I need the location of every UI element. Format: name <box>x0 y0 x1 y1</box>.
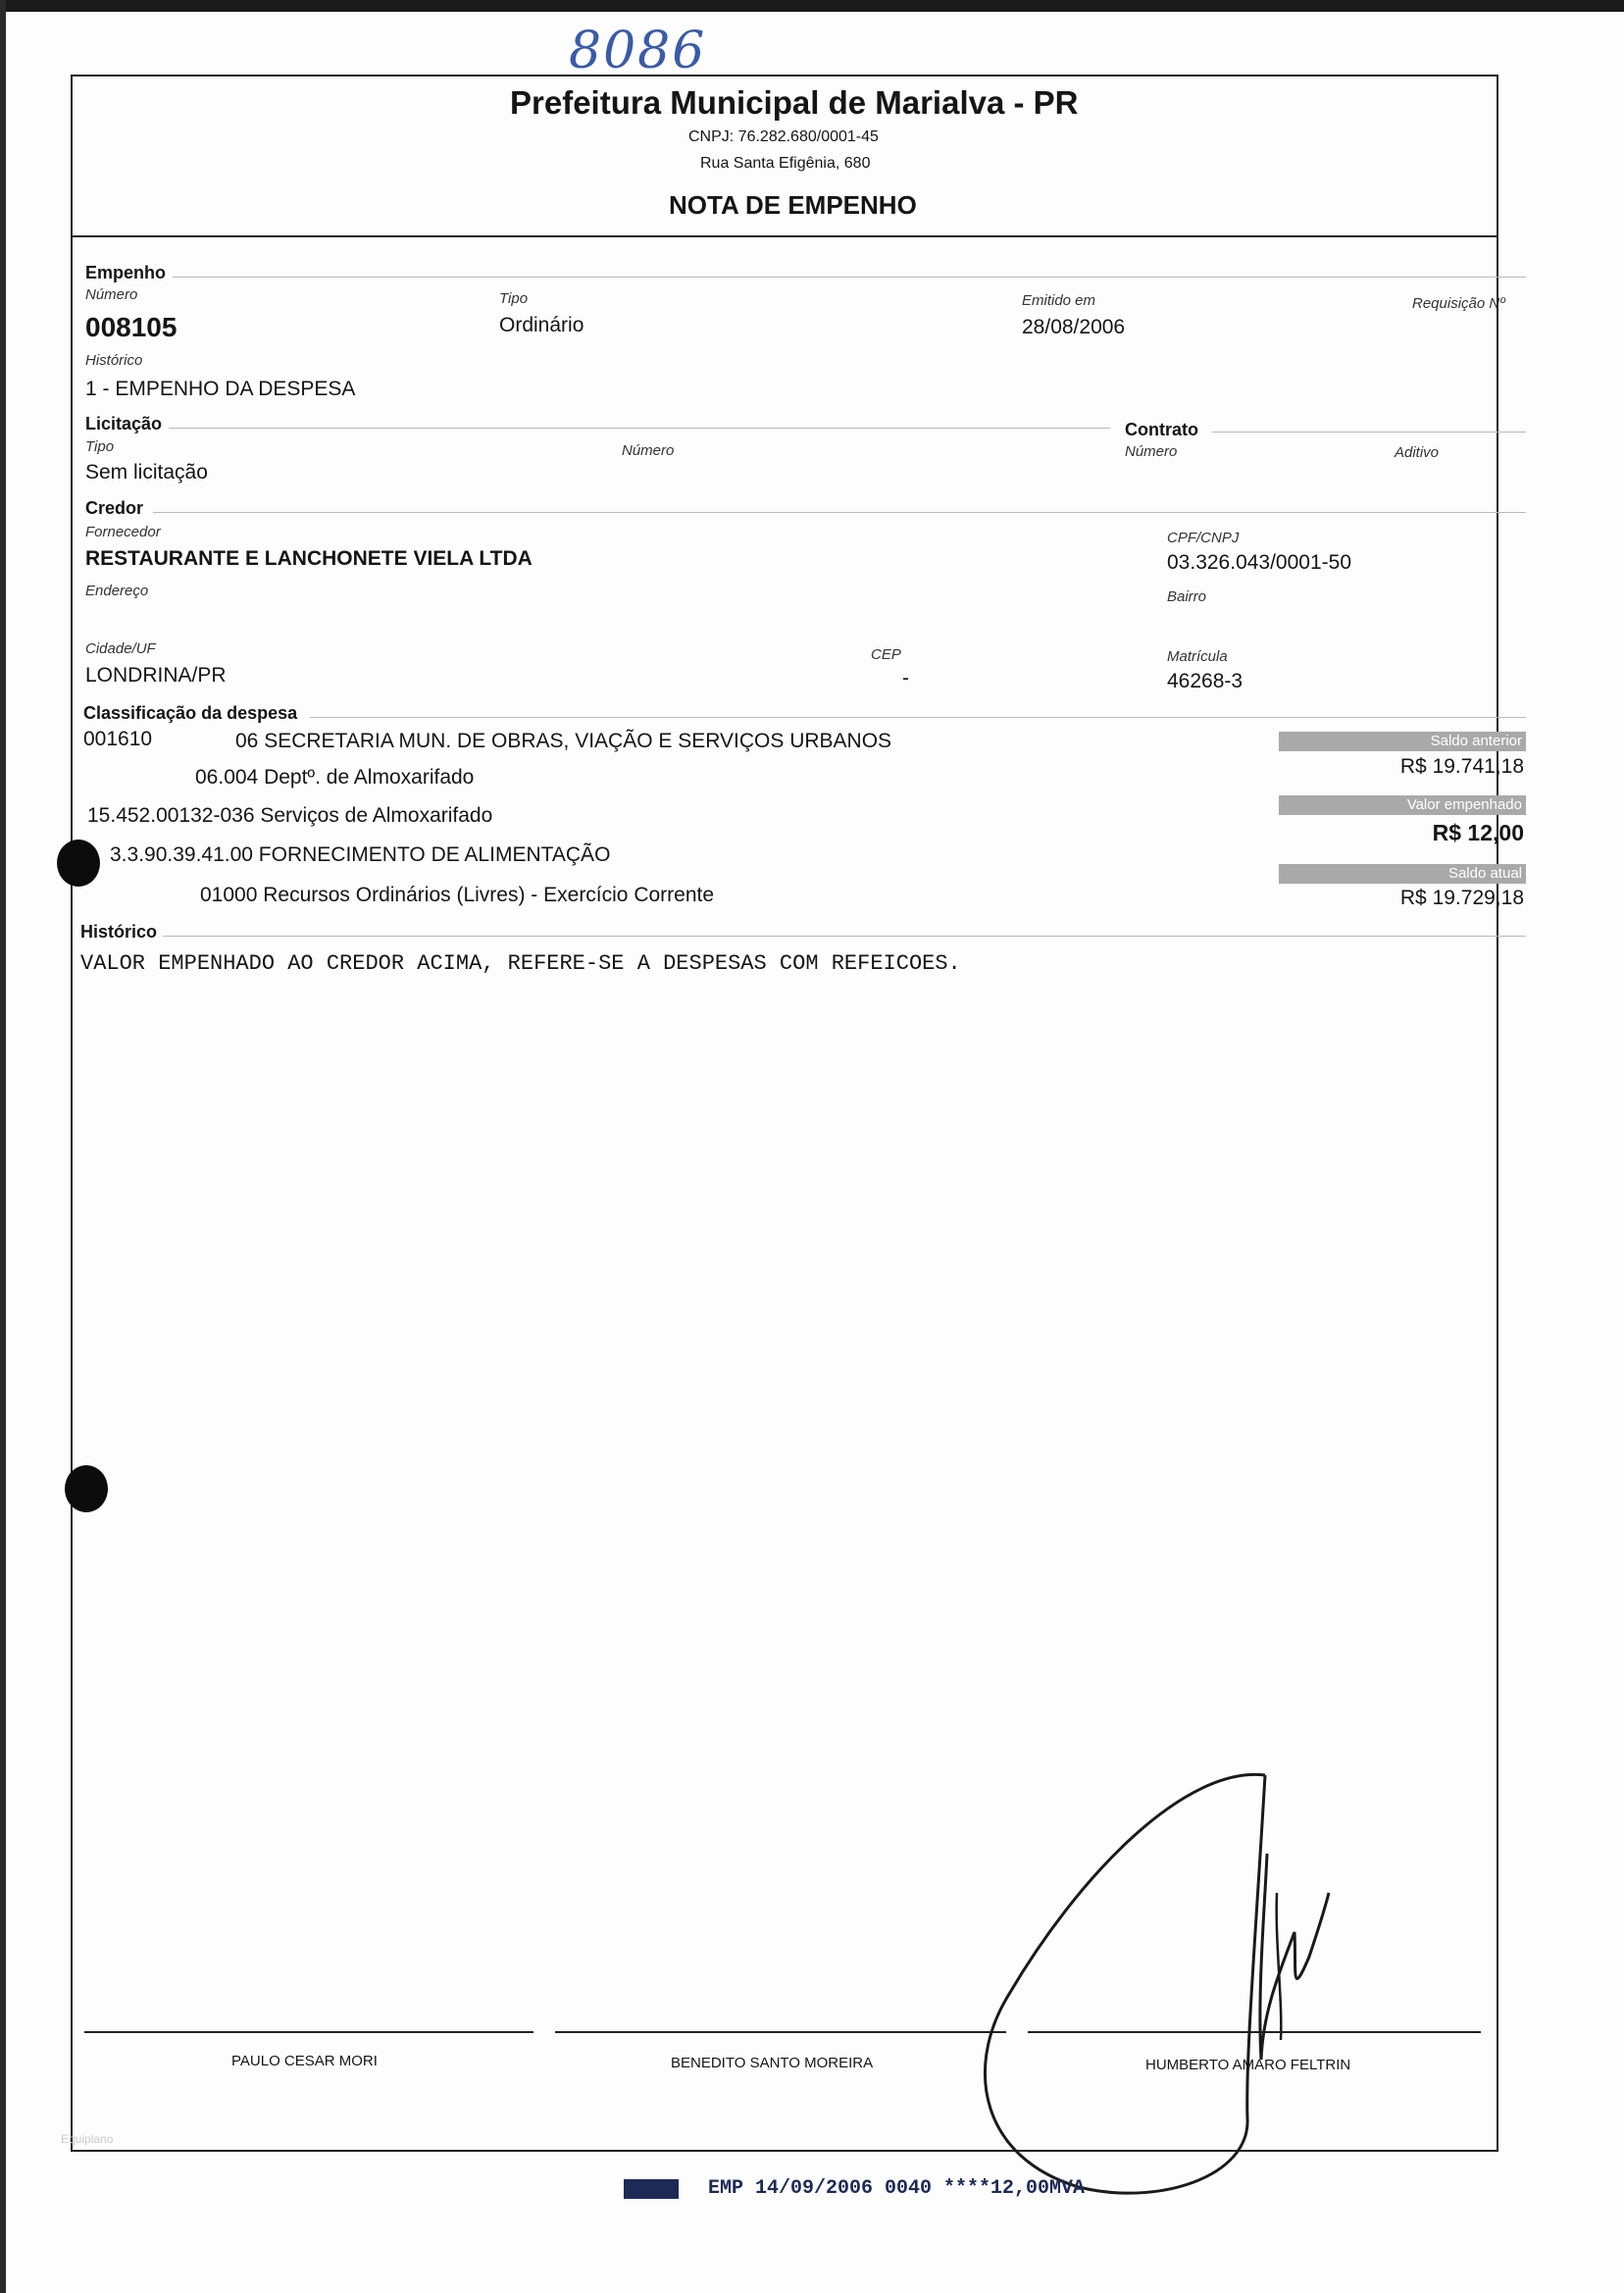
empenho-tipo: Ordinário <box>499 314 584 336</box>
classificacao-code: 001610 <box>83 728 153 750</box>
bank-stamp-logo <box>624 2179 679 2199</box>
page-title: Prefeitura Municipal de Marialva - PR <box>510 84 1079 121</box>
header-cnpj: CNPJ: 76.282.680/0001-45 <box>688 128 879 145</box>
matricula-label: Matrícula <box>1167 648 1228 665</box>
empenho-numero-label: Número <box>85 286 138 303</box>
empenho-rule <box>173 277 1526 278</box>
fornecedor-name: RESTAURANTE E LANCHONETE VIELA LTDA <box>85 547 533 570</box>
licitacao-tipo-label: Tipo <box>85 438 115 455</box>
cep-label: CEP <box>871 646 901 663</box>
header-address: Rua Santa Efigênia, 680 <box>700 155 871 172</box>
cpf-cnpj: 03.326.043/0001-50 <box>1167 551 1352 574</box>
departamento: 06.004 Deptº. de Almoxarifado <box>195 766 475 789</box>
signature-line-1 <box>84 2031 533 2033</box>
header-divider <box>71 235 1498 237</box>
saldo-anterior: R$ 19.741,18 <box>1399 755 1524 778</box>
contrato-rule <box>1212 432 1526 433</box>
historico-rule <box>163 936 1526 937</box>
secretaria: 06 SECRETARIA MUN. DE OBRAS, VIAÇÃO E SERVIÇOS URBANOS <box>235 730 892 752</box>
signatory-1: PAULO CESAR MORI <box>231 2053 378 2069</box>
saldo-anterior-label: Saldo anterior <box>1279 732 1526 751</box>
fornecedor-label: Fornecedor <box>85 524 161 540</box>
historico-section-title: Histórico <box>80 922 158 942</box>
signatory-2: BENEDITO SANTO MOREIRA <box>671 2055 874 2071</box>
endereco-label: Endereço <box>85 583 149 599</box>
saldo-atual: R$ 19.729,18 <box>1399 887 1524 909</box>
credor-section-title: Credor <box>85 498 144 518</box>
saldo-atual-label: Saldo atual <box>1279 864 1526 884</box>
bank-stamp: EMP 14/09/2006 0040 ****12,00MVA <box>708 2177 1086 2200</box>
matricula-value: 46268-3 <box>1167 670 1243 692</box>
programa: 15.452.00132-036 Serviços de Almoxarifado <box>87 804 493 827</box>
signatory-3: HUMBERTO AMARO FELTRIN <box>1145 2057 1351 2073</box>
licitacao-rule <box>169 428 1110 429</box>
licitacao-numero-label: Número <box>622 442 675 459</box>
elemento-despesa: 3.3.90.39.41.00 FORNECIMENTO DE ALIMENTAÇÃO <box>110 843 611 866</box>
contrato-numero-label: Número <box>1125 443 1178 460</box>
cpf-cnpj-label: CPF/CNPJ <box>1167 530 1240 546</box>
contrato-section-title: Contrato <box>1125 420 1198 439</box>
contrato-aditivo-label: Aditivo <box>1395 444 1440 461</box>
classificacao-section-title: Classificação da despesa <box>83 703 298 723</box>
recurso: 01000 Recursos Ordinários (Livres) - Exercício Corrente <box>200 884 715 906</box>
emitido-label: Emitido em <box>1022 292 1096 309</box>
software-watermark: Equiplano <box>61 2132 114 2146</box>
valor-empenhado: R$ 12,00 <box>1432 820 1524 845</box>
credor-rule <box>153 512 1526 513</box>
historico-text: VALOR EMPENHADO AO CREDOR ACIMA, REFERE-SE A DESPESAS COM REFEICOES. <box>80 951 961 976</box>
empenho-historico-label: Histórico <box>85 352 143 369</box>
scan-top-border <box>0 0 1624 12</box>
empenho-section-title: Empenho <box>85 263 167 282</box>
signature-line-2 <box>555 2031 1006 2033</box>
document-title: NOTA DE EMPENHO <box>669 190 917 220</box>
handwritten-signature <box>971 1746 1402 2197</box>
empenho-tipo-label: Tipo <box>499 290 529 307</box>
valor-empenhado-label: Valor empenhado <box>1279 795 1526 815</box>
classificacao-rule <box>310 717 1526 718</box>
empenho-historico: 1 - EMPENHO DA DESPESA <box>85 378 356 400</box>
cidade-label: Cidade/UF <box>85 640 156 657</box>
licitacao-section-title: Licitação <box>85 414 163 433</box>
scan-left-border <box>0 0 6 2293</box>
requisicao-label: Requisição Nº <box>1412 295 1505 312</box>
empenho-numero: 008105 <box>85 312 178 342</box>
emitido-date: 28/08/2006 <box>1022 316 1126 338</box>
binder-hole-bottom <box>65 1465 108 1512</box>
handwritten-number: 8086 <box>569 22 707 80</box>
licitacao-tipo: Sem licitação <box>85 461 208 484</box>
binder-hole-top <box>57 840 100 887</box>
bairro-label: Bairro <box>1167 588 1207 605</box>
cep-value: - <box>902 667 909 689</box>
cidade-uf: LONDRINA/PR <box>85 664 227 687</box>
